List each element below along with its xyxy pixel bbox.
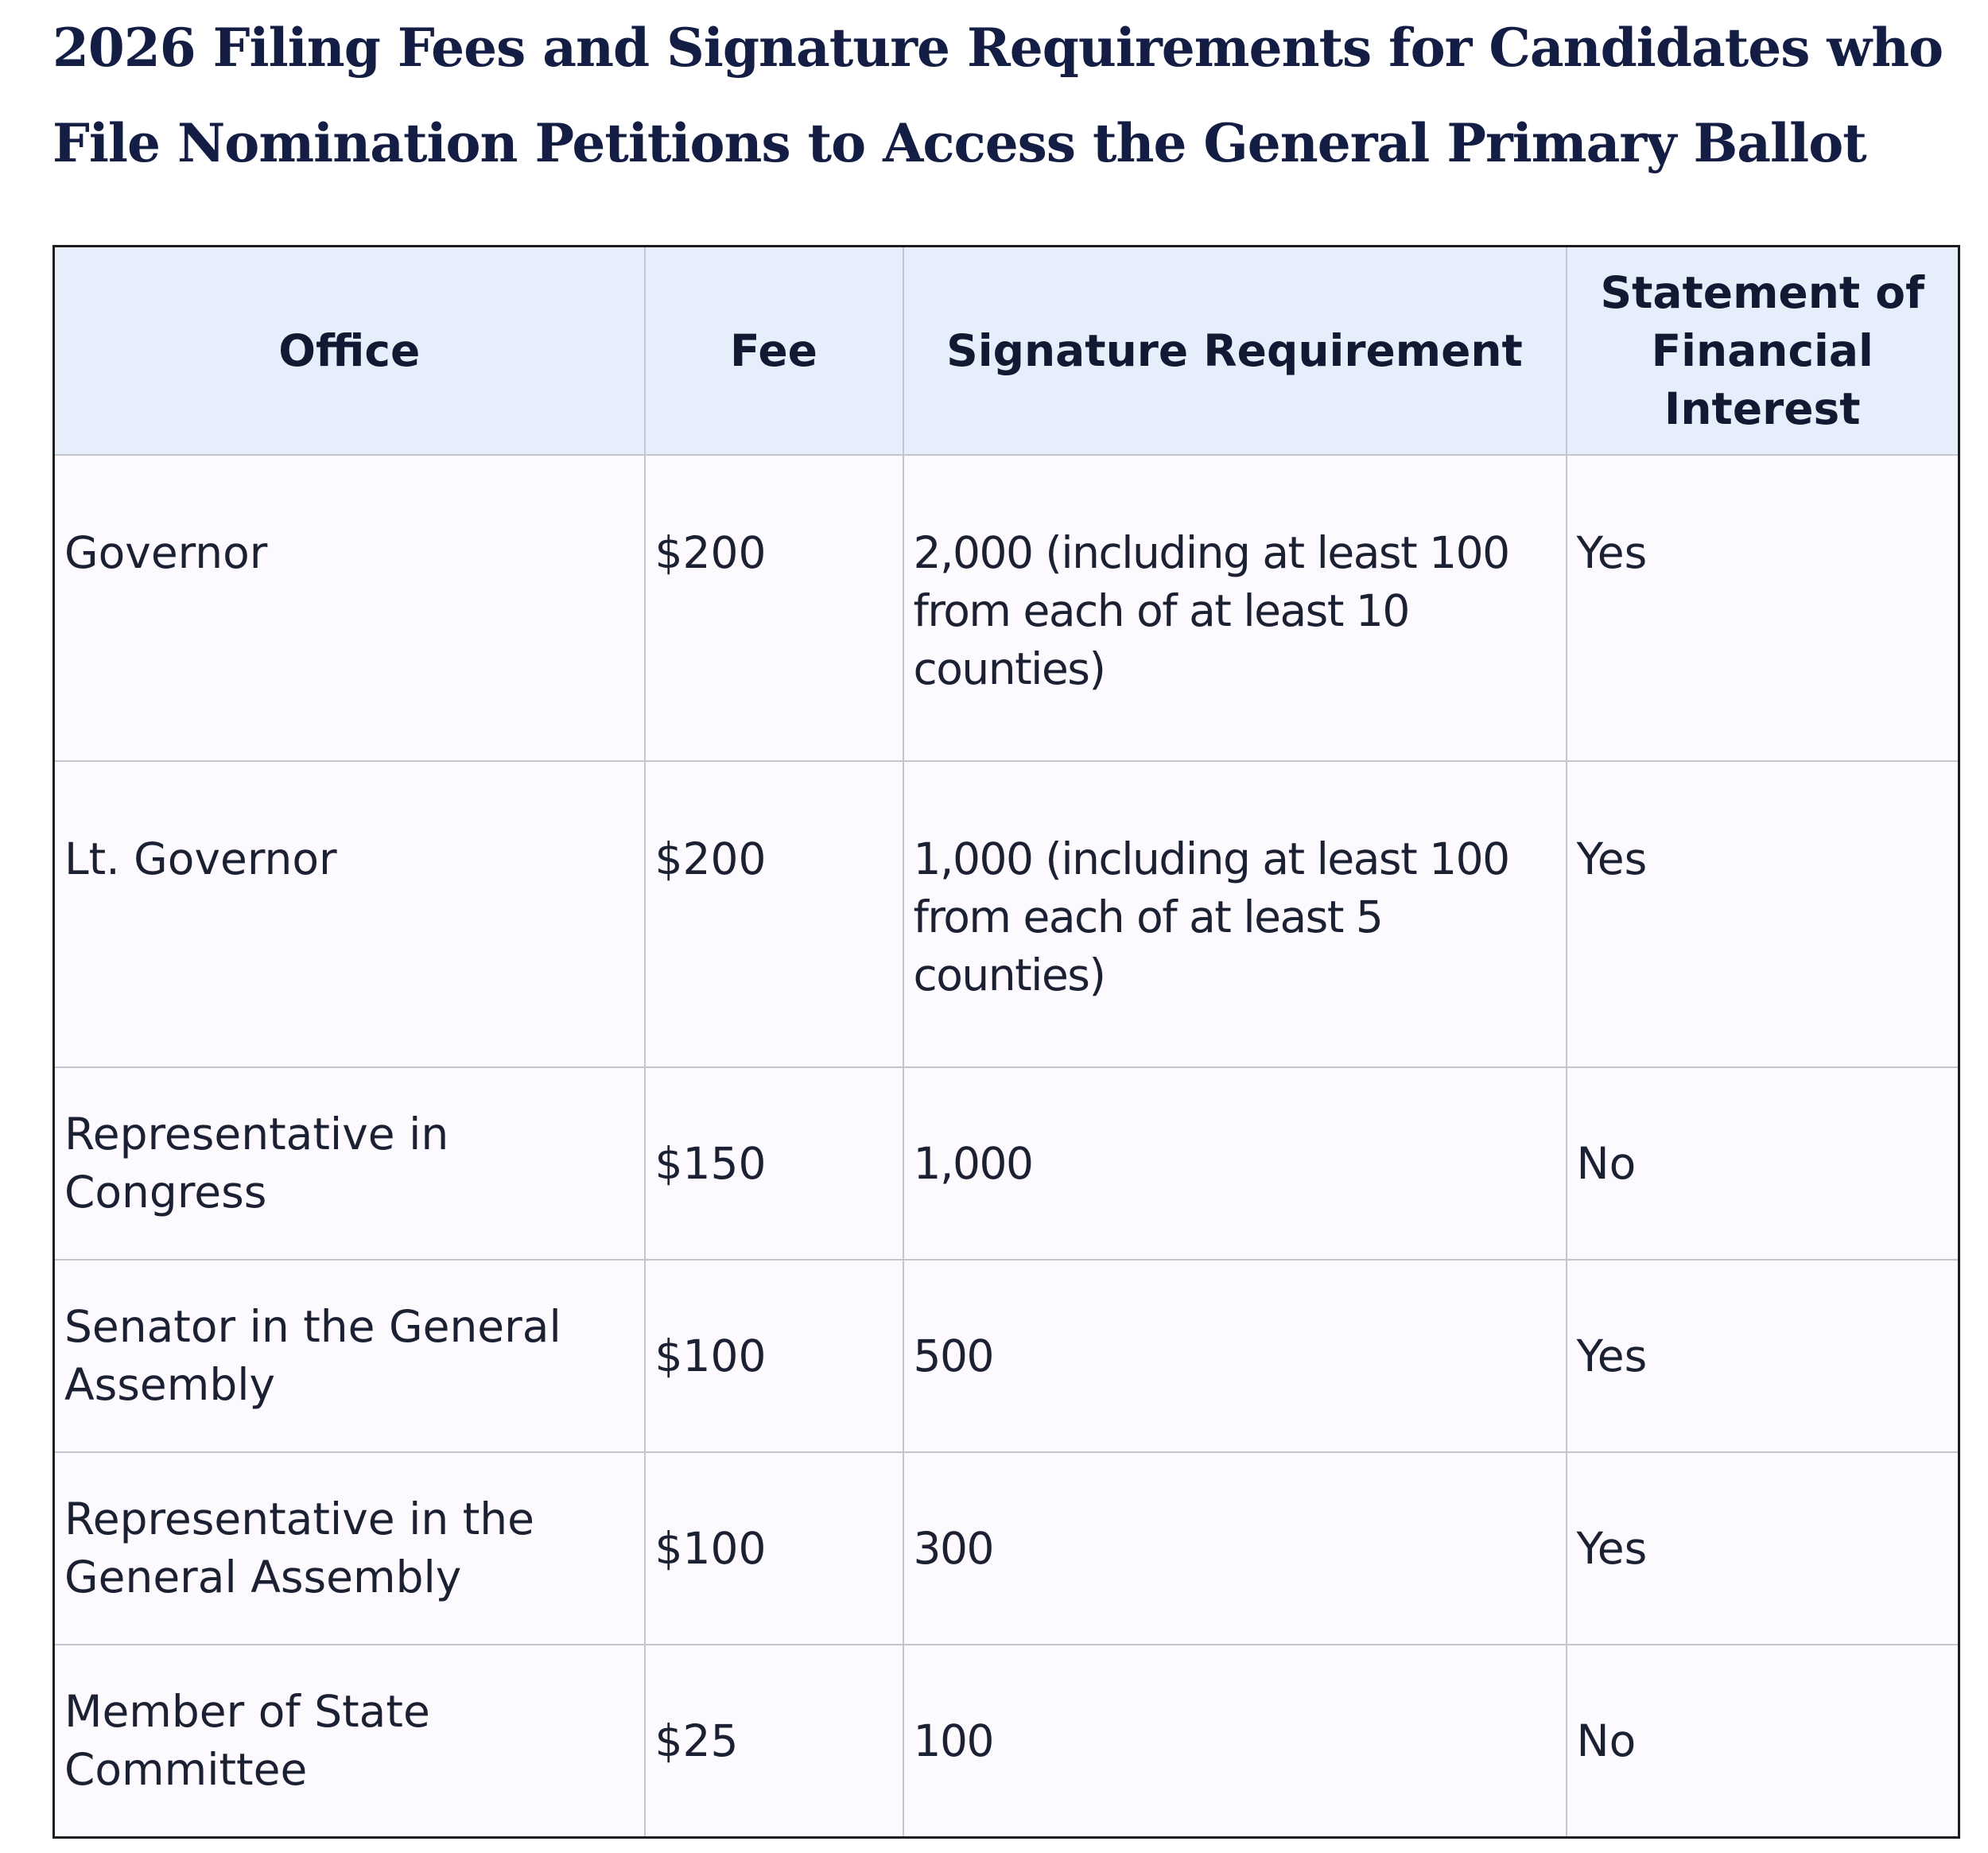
fee-cell: $200 <box>645 455 903 761</box>
office-cell: Lt. Governor <box>54 761 645 1067</box>
signature-cell: 1,000 (including at least 100 from each of at least 5 counties) <box>903 761 1567 1067</box>
signature-cell: 2,000 (including at least 100 from each of at least 10 counties) <box>903 455 1567 761</box>
header-signature-requirement: Signature Requirement <box>903 247 1567 456</box>
office-cell: Member of State Committee <box>54 1645 645 1838</box>
table-row <box>54 1067 1959 1260</box>
header-fee: Fee <box>645 247 903 456</box>
sfi-cell: Yes <box>1567 1260 1959 1452</box>
filing-fees-table <box>52 245 1960 1839</box>
signature-cell: 300 <box>903 1452 1567 1645</box>
sfi-cell: No <box>1567 1067 1959 1260</box>
fee-cell: $100 <box>645 1260 903 1452</box>
page-title: 2026 Filing Fees and Signature Requirements for Candidates who File Nomination Petitions to Access the General Primary Ballot <box>52 17 1943 174</box>
fee-cell: $25 <box>645 1645 903 1838</box>
sfi-cell: No <box>1567 1645 1959 1838</box>
sfi-cell: Yes <box>1567 455 1959 761</box>
fee-cell: $100 <box>645 1452 903 1645</box>
table-row <box>54 1260 1959 1452</box>
header-statement-of-financial-interest: Statement of Financial Interest <box>1567 247 1959 456</box>
office-cell: Representative in the General Assembly <box>54 1452 645 1645</box>
signature-cell: 1,000 <box>903 1067 1567 1260</box>
header-office: Office <box>54 247 645 456</box>
office-cell: Governor <box>54 455 645 761</box>
fee-cell: $150 <box>645 1067 903 1260</box>
table-row <box>54 761 1959 1067</box>
table-row <box>54 455 1959 761</box>
signature-cell: 100 <box>903 1645 1567 1838</box>
table-row <box>54 1452 1959 1645</box>
fee-cell: $200 <box>645 761 903 1067</box>
table-header-row <box>54 247 1959 456</box>
sfi-cell: Yes <box>1567 761 1959 1067</box>
table-row <box>54 1645 1959 1838</box>
signature-cell: 500 <box>903 1260 1567 1452</box>
sfi-cell: Yes <box>1567 1452 1959 1645</box>
office-cell: Senator in the General Assembly <box>54 1260 645 1452</box>
office-cell: Representative in Congress <box>54 1067 645 1260</box>
